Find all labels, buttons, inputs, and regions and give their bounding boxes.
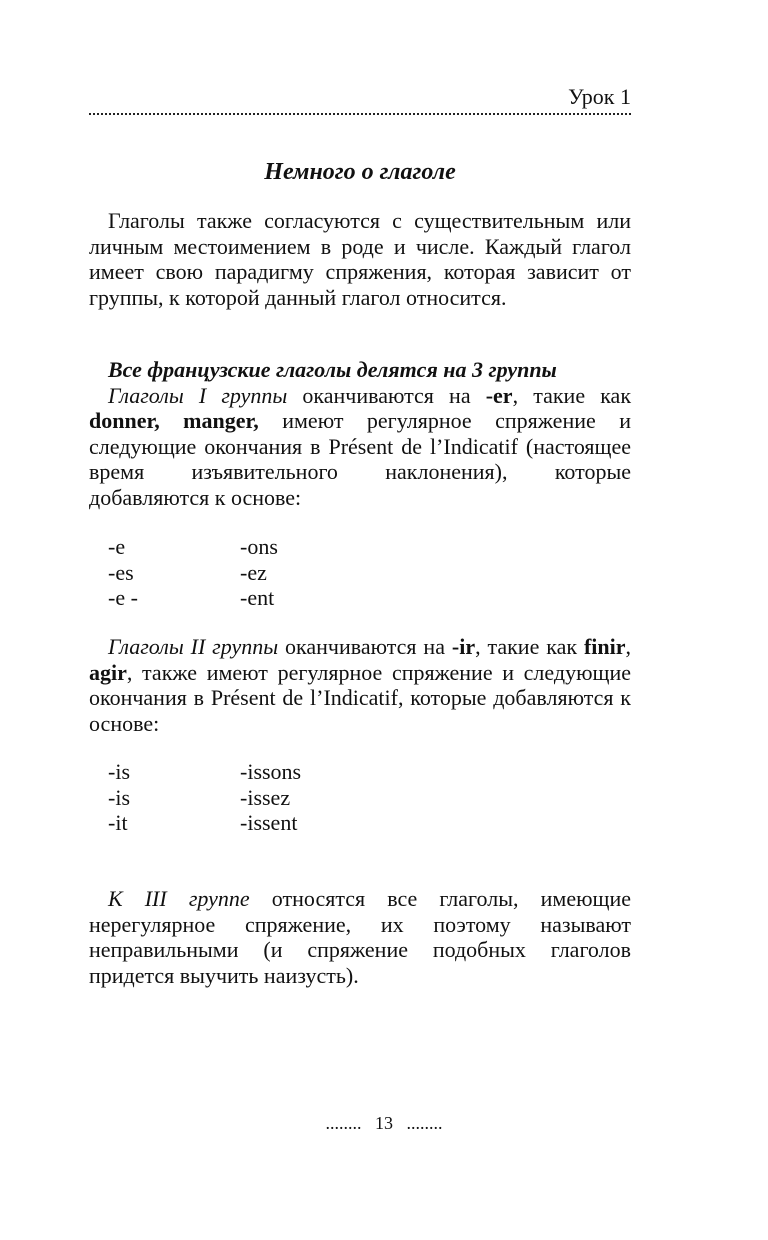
groups-lead: Все французские глаголы делятся на 3 группы [108, 357, 557, 382]
page-number-footer [0, 1112, 768, 1134]
ending-singular: -is [108, 784, 130, 810]
intro-paragraph: Глаголы также согласуются с существительным или личным местоимением в роде и числе. Каждый глагол имеет свою парадигму спряжения, которая зависит от группы, к которой данный глагол относится. [89, 208, 631, 310]
group1-paragraph [89, 357, 631, 510]
ending-plural: -issons [240, 759, 302, 784]
page-number: 13 [375, 1113, 393, 1133]
group2-example-2: agir [89, 659, 127, 685]
endings-row [108, 759, 301, 785]
endings-row [108, 534, 278, 560]
group1-text-2: , такие как [512, 382, 632, 408]
group2-endings-table [108, 759, 301, 836]
group1-body [89, 383, 631, 511]
endings-row [108, 560, 278, 586]
section-title: Немного о глаголе [264, 159, 456, 185]
group1-text-1: оканчиваются на [287, 382, 486, 408]
endings-row [108, 585, 278, 611]
ending-plural: -issez [240, 784, 291, 810]
group3-label: К III группе [108, 886, 250, 911]
ending-singular: -e - [108, 585, 138, 610]
group1-text-3: имеют регулярное спряжение и следующие окончания в Présent de l’Indicatif (настоящее время изъявительного наклонения), которые добавляются к основе: [89, 408, 631, 510]
group2-example-1: finir [583, 634, 626, 659]
group3-text: относятся все глаголы, имеющие нерегулярное спряжение, их поэтому называют неправильными (и спряжение подобных глаголов придется выучить наизусть). [89, 886, 631, 988]
ending-singular: -is [108, 759, 130, 784]
group1-examples: donner, manger, [89, 408, 259, 433]
group1-ending: -er [485, 382, 513, 408]
group1-endings-table [108, 534, 278, 611]
group3-paragraph [89, 886, 631, 988]
group2-ending: -ir [451, 634, 476, 659]
endings-row [108, 785, 301, 811]
ending-singular: -es [108, 559, 134, 585]
ending-singular: -it [108, 810, 128, 835]
group2-text-1: оканчиваются на [278, 634, 452, 659]
group2-label: Глаголы II группы [108, 634, 279, 659]
group2-separator: , [625, 634, 632, 659]
running-head: Урок 1 [568, 84, 631, 109]
endings-row [108, 810, 301, 836]
group2-text-3: , также имеют регулярное спряжение и следующие окончания в Présent de l’Indicatif, которые добавляются к основе: [89, 659, 631, 736]
ending-plural: -ons [240, 534, 278, 559]
ending-plural: -ent [240, 585, 275, 610]
group2-paragraph [89, 634, 631, 736]
group2-text-2: , такие как [475, 634, 584, 659]
ending-singular: -e [108, 534, 126, 559]
folio-dots-left: ........ [325, 1113, 362, 1133]
group1-label: Глаголы I группы [108, 382, 288, 408]
ending-plural: -ez [240, 559, 267, 585]
folio-dots-right: ........ [406, 1113, 443, 1133]
header-dotted-rule [89, 113, 631, 115]
ending-plural: -issent [240, 810, 298, 835]
